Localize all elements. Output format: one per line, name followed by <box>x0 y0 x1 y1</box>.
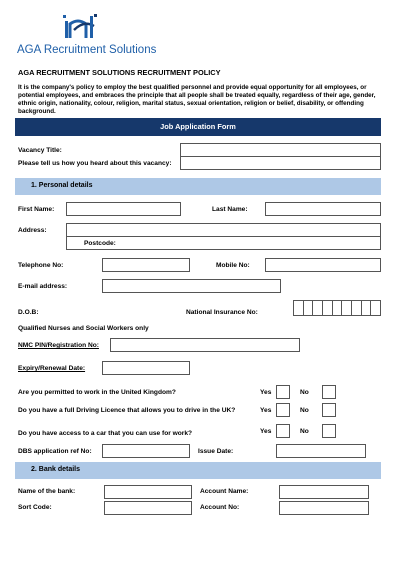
company-name: AGA Recruitment Solutions <box>17 44 157 56</box>
dbs-label: DBS application ref No: <box>18 448 92 455</box>
first-name-label: First Name: <box>18 206 55 213</box>
car-question: Do you have access to a car that you can use for work? <box>18 430 193 437</box>
nurses-heading: Qualified Nurses and Social Workers only <box>18 325 149 332</box>
licence-question: Do you have a full Driving Licence that allows you to drive in the UK? <box>18 407 236 414</box>
bank-details-title: 2. Bank details <box>31 466 81 473</box>
email-label: E-mail address: <box>18 283 68 290</box>
licence-no-checkbox[interactable] <box>322 403 336 417</box>
last-name-label: Last Name: <box>212 206 248 213</box>
licence-yes-label: Yes <box>260 407 272 414</box>
ni-number-boxes[interactable] <box>293 300 381 316</box>
licence-yes-checkbox[interactable] <box>276 403 290 417</box>
personal-details-title: 1. Personal details <box>31 182 93 189</box>
postcode-field[interactable] <box>66 236 381 250</box>
work-uk-yes-checkbox[interactable] <box>276 385 290 399</box>
policy-title: AGA RECRUITMENT SOLUTIONS RECRUITMENT POLICY <box>18 68 221 77</box>
sort-code-field[interactable] <box>104 501 192 515</box>
issue-date-field[interactable] <box>276 444 366 458</box>
ni-label: National Insurance No: <box>186 309 258 316</box>
account-name-field[interactable] <box>279 485 369 499</box>
address-label: Address: <box>18 227 47 234</box>
address-field[interactable] <box>66 223 381 237</box>
postcode-label: Postcode: <box>84 240 116 247</box>
bank-name-label: Name of the bank: <box>18 488 76 495</box>
nmc-label: NMC PIN/Registration No: <box>18 342 99 349</box>
car-no-checkbox[interactable] <box>322 424 336 438</box>
car-no-label: No <box>300 428 309 435</box>
heard-about-field[interactable] <box>180 156 381 170</box>
issue-date-label: Issue Date: <box>198 448 234 455</box>
aga-logo-icon <box>60 12 102 42</box>
dbs-field[interactable] <box>102 444 190 458</box>
telephone-field[interactable] <box>102 258 190 272</box>
last-name-field[interactable] <box>265 202 381 216</box>
account-no-label: Account No: <box>200 504 240 511</box>
mobile-field[interactable] <box>265 258 381 272</box>
form-title: Job Application Form <box>160 122 236 131</box>
nmc-field[interactable] <box>110 338 300 352</box>
car-yes-checkbox[interactable] <box>276 424 290 438</box>
work-uk-question: Are you permitted to work in the United Kingdom? <box>18 389 176 396</box>
policy-text: It is the company's policy to employ the best qualified personnel and provide equal opportunity for all employees, or potential employees, and embraces the principle that all people shall be treated equally, regardless of their age, gender, ethnic origin, nationality, colour, religion, marital status, sexual orientation, religion or belief, disability, or offending background. <box>18 84 376 115</box>
dob-label: D.O.B: <box>18 309 39 316</box>
bank-name-field[interactable] <box>104 485 192 499</box>
work-uk-no-label: No <box>300 389 309 396</box>
vacancy-title-field[interactable] <box>180 143 381 157</box>
account-name-label: Account Name: <box>200 488 249 495</box>
work-uk-yes-label: Yes <box>260 389 272 396</box>
expiry-label: Expiry/Renewal Date: <box>18 365 86 372</box>
heard-about-label: Please tell us how you heard about this vacancy: <box>18 160 172 167</box>
expiry-field[interactable] <box>102 361 190 375</box>
sort-code-label: Sort Code: <box>18 504 52 511</box>
car-yes-label: Yes <box>260 428 272 435</box>
vacancy-title-label: Vacancy Title: <box>18 147 62 154</box>
first-name-field[interactable] <box>66 202 181 216</box>
personal-details-section <box>15 178 381 195</box>
form-title-bar <box>15 118 381 136</box>
telephone-label: Telephone No: <box>18 262 64 269</box>
work-uk-no-checkbox[interactable] <box>322 385 336 399</box>
licence-no-label: No <box>300 407 309 414</box>
account-no-field[interactable] <box>279 501 369 515</box>
mobile-label: Mobile No: <box>216 262 250 269</box>
email-field[interactable] <box>102 279 281 293</box>
bank-details-section <box>15 462 381 479</box>
